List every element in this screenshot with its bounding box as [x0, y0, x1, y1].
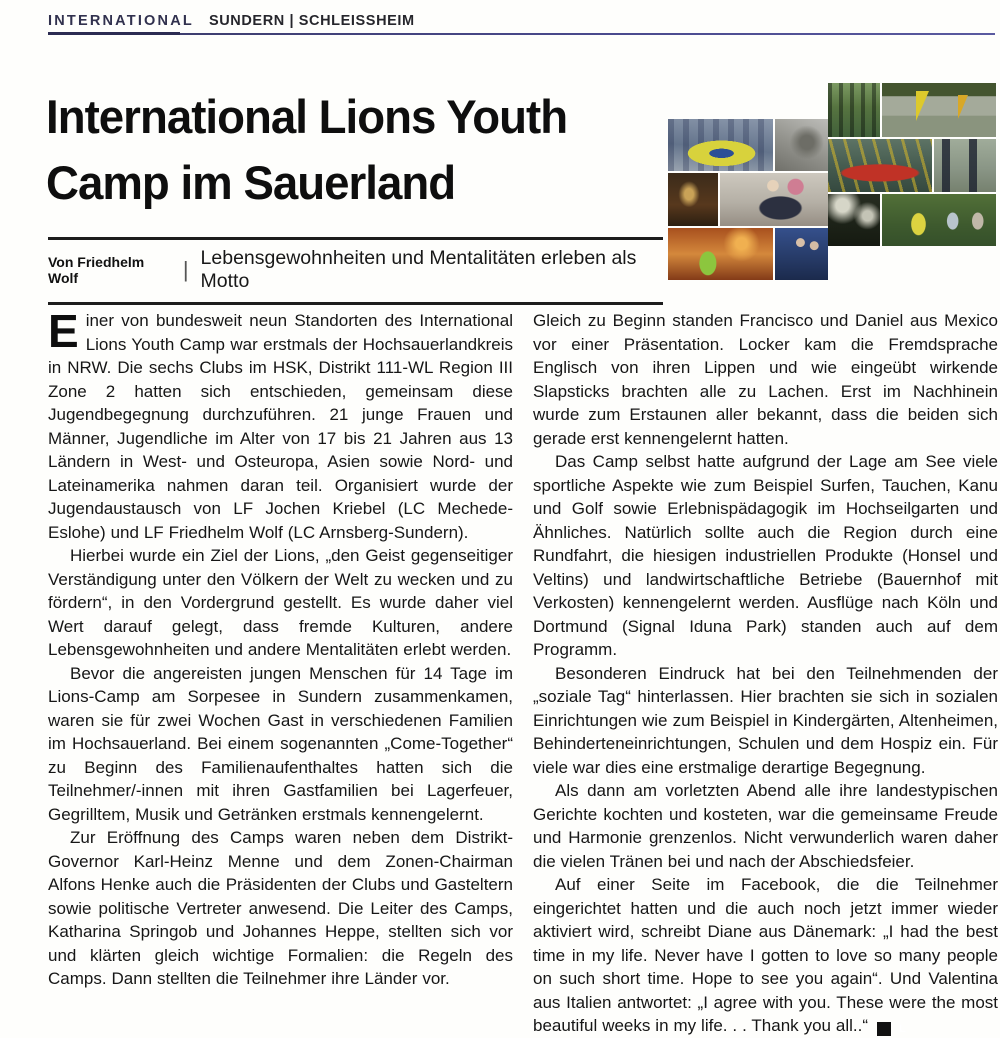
lions-end-mark-icon: L	[877, 1022, 891, 1036]
paragraph: Zur Eröffnung des Camps waren neben dem Distrikt-Governor Karl-Heinz Menne und dem Zonen-Chairman Alfons Henke auch die Präsidenten der Clubs und Gasteltern sowie politische Vertreter anwesend. Die Leiter des Camps, Katharina Springob und Johannes Heppe, stellten sich vor und klärten gleich wichtige Formalien: die Regeln des Camps. Dann stellten die Teilnehmer ihre Länder vor.	[48, 828, 513, 988]
article-column-right	[533, 309, 998, 1035]
byline-separator: |	[182, 257, 189, 282]
photo-row	[668, 173, 828, 226]
photo-windsurfing	[882, 83, 996, 137]
section-sublabel: SUNDERN | SCHLEISSHEIM	[208, 13, 415, 29]
page-title-line1: International Lions Youth	[46, 90, 568, 143]
page-title	[46, 84, 647, 216]
article-column-left	[48, 305, 513, 988]
paragraph: Das Camp selbst hatte aufgrund der Lage am See viele sportliche Aspekte wie zum Beispiel Surfen, Tauchen, Kanu und Golf sowie Erlebnispädagogik im Hochseilgarten und Ähnliches. Natürlich sollte auch die Region durch eine Rundfahrt, die hiesigen industriellen Produkte (Honsel und Veltins) und landwirtschaftliche Betriebe (Bauernhof mit Verkosten) kennengelernt werden. Ausflüge nach Köln und Dortmund (Signal Iduna Park) standen auch auf dem Programm.	[533, 452, 998, 659]
byline-motto: Lebensgewohnheiten und Mentalitäten erleben als Motto	[200, 247, 637, 292]
paragraph: Bevor die angereisten jungen Menschen für 14 Tage im Lions-Camp am Sorpesee in Sundern zusammenkamen, waren sie für zwei Wochen Gast in verschiedenen Familien im Hochsauerland. Bei einem sogenannten „Come-Together“ zu Beginn des Familienaufenthaltes hatten sich die Teilnehmer/-innen mit ihren Gastfamilien bei Lagerfeuer, Gegrilltem, Musik und Getränken erstmals kennengelernt.	[48, 663, 513, 824]
photo-church	[668, 173, 718, 226]
photo-ropes-course	[828, 194, 880, 246]
header-rule-accent	[48, 32, 180, 35]
paragraph: Hierbei wurde ein Ziel der Lions, „den Geist gegenseitiger Verständigung unter den Völkern der Welt zu wecken und zu fördern“, in den Vordergrund gestellt. Es wurde daher viel Wert darauf gelegt, dass fremde Kulturen, andere Lebensgewohnheiten und andere Mentalitäten erlebt werden.	[48, 546, 513, 659]
byline	[48, 237, 663, 305]
paragraph: Besonderen Eindruck hat bei den Teilnehmenden der „soziale Tag“ hinterlassen. Hier brachten sie sich in sozialen Einrichtungen wie zum Beispiel in Kindergärten, Altenheimen, Behinderteneinrichtungen, Schulen und dem Hospiz ein. Für viele war dies eine erstmalige derartige Begegnung.	[533, 663, 998, 777]
paragraph: Gleich zu Beginn standen Francisco und Daniel aus Mexico vor einer Präsentation. Locker kam die Fremdsprache Englisch von ihren Lippen und wie eingeübt wirkende Slapsticks brachten alle zu Lachen. Erst im Nachhinein wurde zum Erstaunen aller bekannt, dass die beiden sich gerade erst kennengelernt hatten.	[533, 311, 998, 448]
drop-cap: E	[48, 305, 79, 357]
paragraph-intro	[48, 305, 513, 544]
paragraph-last	[533, 873, 998, 1038]
photo-blue-jackets	[775, 228, 828, 280]
page-title-line2: Camp im Sauerland	[46, 156, 456, 209]
photo-row	[828, 139, 996, 192]
photo-row	[828, 83, 996, 137]
photo-party	[668, 228, 773, 280]
paragraph: Als dann am vorletzten Abend alle ihre landestypischen Gerichte kochten und kosteten, war die gemeinsame Freude und Harmonie grenzenlos. Nicht verwunderlich waren daher die vielen Tränen bei und nach der Abschiedsfeier.	[533, 781, 998, 871]
photo-canoe	[828, 139, 932, 192]
section-label: INTERNATIONAL	[48, 13, 194, 29]
photo-collage-right-block	[828, 83, 996, 246]
paragraph-text: Auf einer Seite im Facebook, die die Teilnehmer eingerichtet hatten und die auch noch jetzt immer wieder aktiviert wird, schreibt Diane aus Dänemark: „I had the best time in my life. Never have I gotten to love so many people on such short time. Hope to see you again“. Und Valentina aus Italien antwortet: „I agree with you. These were the most beautiful weeks in my life. . . Thank you all..“	[533, 875, 998, 1035]
section-header	[48, 13, 995, 33]
photo-archery	[882, 194, 996, 246]
photo-flag-group	[668, 119, 773, 171]
photo-row	[668, 228, 828, 280]
photo-row	[828, 194, 996, 246]
photo-collage-left-block	[668, 119, 828, 280]
photo-wall	[775, 119, 828, 171]
paragraph-text: iner von bundesweit neun Standorten des International Lions Youth Camp war erstmals der Hochsauerlandkreis in NRW. Die sechs Clubs im HSK, Distrikt 111-WL Region III Zone 2 hatten sich entschieden, gemeinsam diese Jugendbegegnung durchzuführen. 21 junge Frauen und Männer, Jugendliche im Alter von 17 bis 21 Jahren aus 13 Ländern in West- und Osteuropa, Asien sowie Nord- und Lateinamerika nahmen daran teil. Organisiert wurde der Jugendaustausch von LF Jochen Kriebel (LC Mechede-Eslohe) und LF Friedhelm Wolf (LC Arnsberg-Sundern).	[48, 311, 513, 542]
photo-collage	[668, 83, 998, 283]
article-body	[48, 305, 998, 1035]
photo-forest-walk	[828, 83, 880, 137]
byline-author: Von Friedhelm Wolf	[48, 254, 145, 286]
photo-wetsuits	[934, 139, 996, 192]
photo-girls	[720, 173, 828, 226]
header-rule	[48, 33, 995, 35]
photo-row	[668, 119, 828, 171]
